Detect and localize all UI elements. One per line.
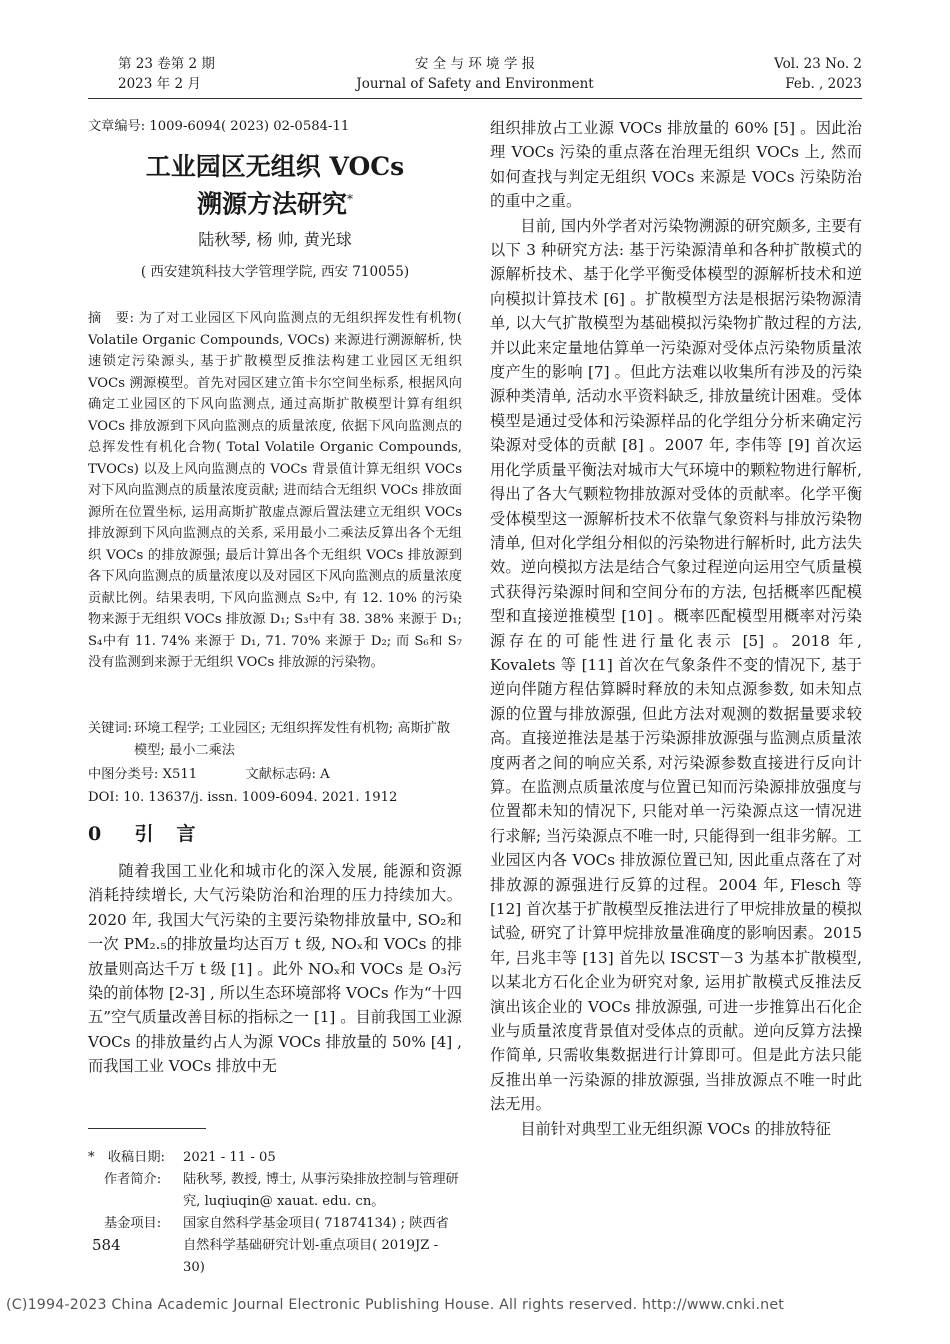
classification bbox=[88, 764, 462, 786]
journal-name-en: Journal of Safety and Environment bbox=[356, 76, 594, 92]
page-number-label: 584 bbox=[92, 1236, 121, 1254]
section-heading-intro bbox=[88, 821, 462, 847]
abstract-text: 摘 要: 为了对工业园区下风向监测点的无组织挥发性有机物( Volatile Organic Compounds, VOCs) 来源进行溯源解析, 快速锁定污染源头, 基于扩散模型反推法构建工业园区无组织 VOCs 溯源模型。首先对园区建立笛卡尔空间坐标系, 根据风向确定工业园区的下风向监测点, 通过高斯扩散模型计算有组织 VOCs 排放源到下风向监测点的质量浓度, 依据下风向监测点的总挥发性有机化合物( Total Volatile Organic Compounds, TVOCs) 以及上风向监测点的 VOCs 背景值计算无组织 VOCs 对下风向监测点的质量浓度贡献; 进而结合无组织 VOCs 排放面源所在位置坐标, 运用高斯扩散虚点源后置法建立无组织 VOCs 排放源到下风向监测点的关系, 采用最小二乘法反算出各个无组织 VOCs 的排放源强; 最后计算出各个无组织 VOCs 排放源到各下风向监测点的质量浓度以及对园区下风向监测点的质量浓度贡献比例。结果表明, 下风向监测点 S₂中, 有 12. 10% 的污染物来源于无组织 VOCs 排放源 D₁; S₃中有 38. 38% 来源于 D₁; S₄中有 11. 74% 来源于 D₁, 71. 70% 来源于 D₂; 而 S₆和 S₇没有监测到来源于无组织 VOCs 排放源的污染物。 bbox=[88, 311, 462, 670]
keywords bbox=[88, 718, 462, 761]
copyright-notice: (C)1994-2023 China Academic Journal Electronic Publishing House. All rights reserved. http://www.cnki.net bbox=[6, 1297, 785, 1313]
intro-paragraph-3: 目前针对典型工业无组织源 VOCs 的排放特征 bbox=[520, 1119, 831, 1138]
title-line-1: 工业园区无组织 VOCs bbox=[145, 152, 405, 181]
author-list: 陆秋琴, 杨 帅, 黄光球 bbox=[198, 230, 352, 249]
footnote-rule bbox=[88, 1128, 206, 1129]
article-title bbox=[88, 150, 462, 220]
title-line-2: 溯源方法研究* bbox=[196, 189, 353, 219]
affiliation: ( 西安建筑科技大学管理学院, 西安 710055) bbox=[140, 264, 410, 280]
intro-right-body bbox=[490, 116, 862, 1141]
footnote-fund: 基金项目: 国家自然科学基金项目( 71874134) ; 陕西省自然科学基础研究计划-重点项目( 2019JZ - 30) bbox=[104, 1216, 449, 1275]
footnote-received: * 收稿日期: 2021 - 11 - 05 bbox=[88, 1150, 276, 1165]
intro-left-body bbox=[88, 859, 462, 1079]
section-number: 0 bbox=[88, 823, 104, 845]
volume-info bbox=[660, 54, 862, 94]
intro-paragraph-2: 目前, 国内外学者对污染物溯源的研究颇多, 主要有以下 3 种研究方法: 基于污染源清单和各种扩散模式的源解析技术、基于化学平衡受体模型的源解析技术和逆向模拟计算技术 [6] 。扩散模型方法是根据污染物源清单, 以大气扩散模型为基础模拟污染物扩散过程的方法, 并以此来定量地估算单一污染源对受体点污染物质量浓度产生的影响 [7] 。但此方法难以收集所有涉及的污染源种类清单, 活动水平资料缺乏, 排放量统计困难。受体模型是通过受体和污染源样品的化学组分分析来确定污染源对受体的贡献 [8] 。2007 年, 李伟等 [9] 首次运用化学质量平衡法对城市大气环境中的颗粒物进行解析, 得出了各大气颗粒物排放源对受体的贡献率。化学平衡受体模型这一源解析技术不依靠气象资料与排放污染物清单, 但对化学组分相似的污染物进行解析时, 此方法失效。逆向模拟方法是结合气象过程逆向运用空气质量模式获得污染源时间和空间分布的方法, 包括概率匹配模型和直接逆推模型 [10] 。概率匹配模型用概率对污染源存在的可能性进行量化表示 [5] 。2018 年, Kovalets 等 [11] 首次在气象条件不变的情况下, 基于逆向伴随方程估算瞬时释放的未知点源参数, 如未知点源的位置与排放源强, 但此方法对观测的数据量要求较高。直接逆推法是基于污染源排放源强与监测点质量浓度两者之间的响应关系, 对污染源参数直接进行反向计算。在监测点质量浓度与位置已知而污染源排放强度与位置都未知的情况下, 只能对单一污染源点这一情况进行求解; 当污染源点不唯一时, 只能得到一组非劣解。工业园区内各 VOCs 排放源位置已知, 因此重点落在了对排放源的源强进行反算的过程。2004 年, Flesch 等 [12] 首次基于扩散模型反推法进行了甲烷排放量的模拟试验, 研究了计算甲烷排放量准确度的影响因素。2015 年, 吕兆丰等 [13] 首先以 ISCST－3 为基本扩散模型, 以某北方石化企业为研究对象, 运用扩散模式反推法反演出该企业的 VOCs 排放源强, 可进一步推算出石化企业与质量浓度背景值对受体点的贡献。逆向反算方法操作简单, 只需收集数据进行计算即可。但是此方法只能反推出单一污染源的排放源强, 当排放源点不唯一时此法无用。 bbox=[490, 216, 862, 1114]
abstract bbox=[88, 308, 462, 674]
volume-date: Feb. , 2023 bbox=[785, 76, 862, 92]
intro-paragraph-continued: 组织排放占工业源 VOCs 排放量的 60% [5] 。因此治理 VOCs 污染的重点落在治理无组织 VOCs 上, 然而如何查找与判定无组织 VOCs 来源是 VOCs 污染防治的重中之重。 bbox=[490, 119, 862, 211]
journal-name-cn: 安 全 与 环 境 学 报 bbox=[414, 56, 536, 72]
document-code: 文献标志码: A bbox=[245, 767, 330, 782]
footnotes bbox=[88, 1147, 462, 1279]
issue-info bbox=[118, 54, 318, 94]
journal-name bbox=[300, 54, 650, 94]
issue-date: 2023 年 2 月 bbox=[118, 76, 201, 92]
doi: DOI: 10. 13637/j. issn. 1009-6094. 2021. 1912 bbox=[88, 790, 398, 805]
issue-volume: 第 23 卷第 2 期 bbox=[118, 56, 215, 72]
keywords-text: 环境工程学; 工业园区; 无组织挥发性有机物; 高斯扩散模型; 最小二乘法 bbox=[134, 721, 451, 758]
header-rule bbox=[88, 98, 862, 99]
section-title: 引 言 bbox=[134, 823, 198, 845]
footnote-author: 作者简介: 陆秋琴, 教授, 博士, 从事污染排放控制与管理研究, luqiuqin@ xauat. edu. cn。 bbox=[104, 1172, 459, 1209]
volume-number: Vol. 23 No. 2 bbox=[774, 56, 862, 72]
keywords-label: 关键词: bbox=[88, 721, 133, 736]
intro-paragraph-1: 随着我国工业化和城市化的深入发展, 能源和资源消耗持续增长, 大气污染防治和治理的压力持续加大。2020 年, 我国大气污染的主要污染物排放量中, SO₂和一次 PM₂.₅的排放量均达百万 t 级, NOₓ和 VOCs 的排放量则高达千万 t 级 [1] 。此外 NOₓ和 VOCs 是 O₃污染的前体物 [2-3] , 所以生态环境部将 VOCs 作为“十四五”空气质量改善目标的指标之一 [1] 。目前我国工业源 VOCs 的排放量约占人为源 VOCs 排放量的 50% [4] , 而我国工业 VOCs 排放中无 bbox=[88, 862, 462, 1076]
title-footnote-mark: * bbox=[347, 192, 353, 206]
clc-number: 中图分类号: X511 bbox=[88, 767, 198, 782]
article-number: 文章编号: 1009-6094( 2023) 02-0584-11 bbox=[88, 119, 350, 134]
